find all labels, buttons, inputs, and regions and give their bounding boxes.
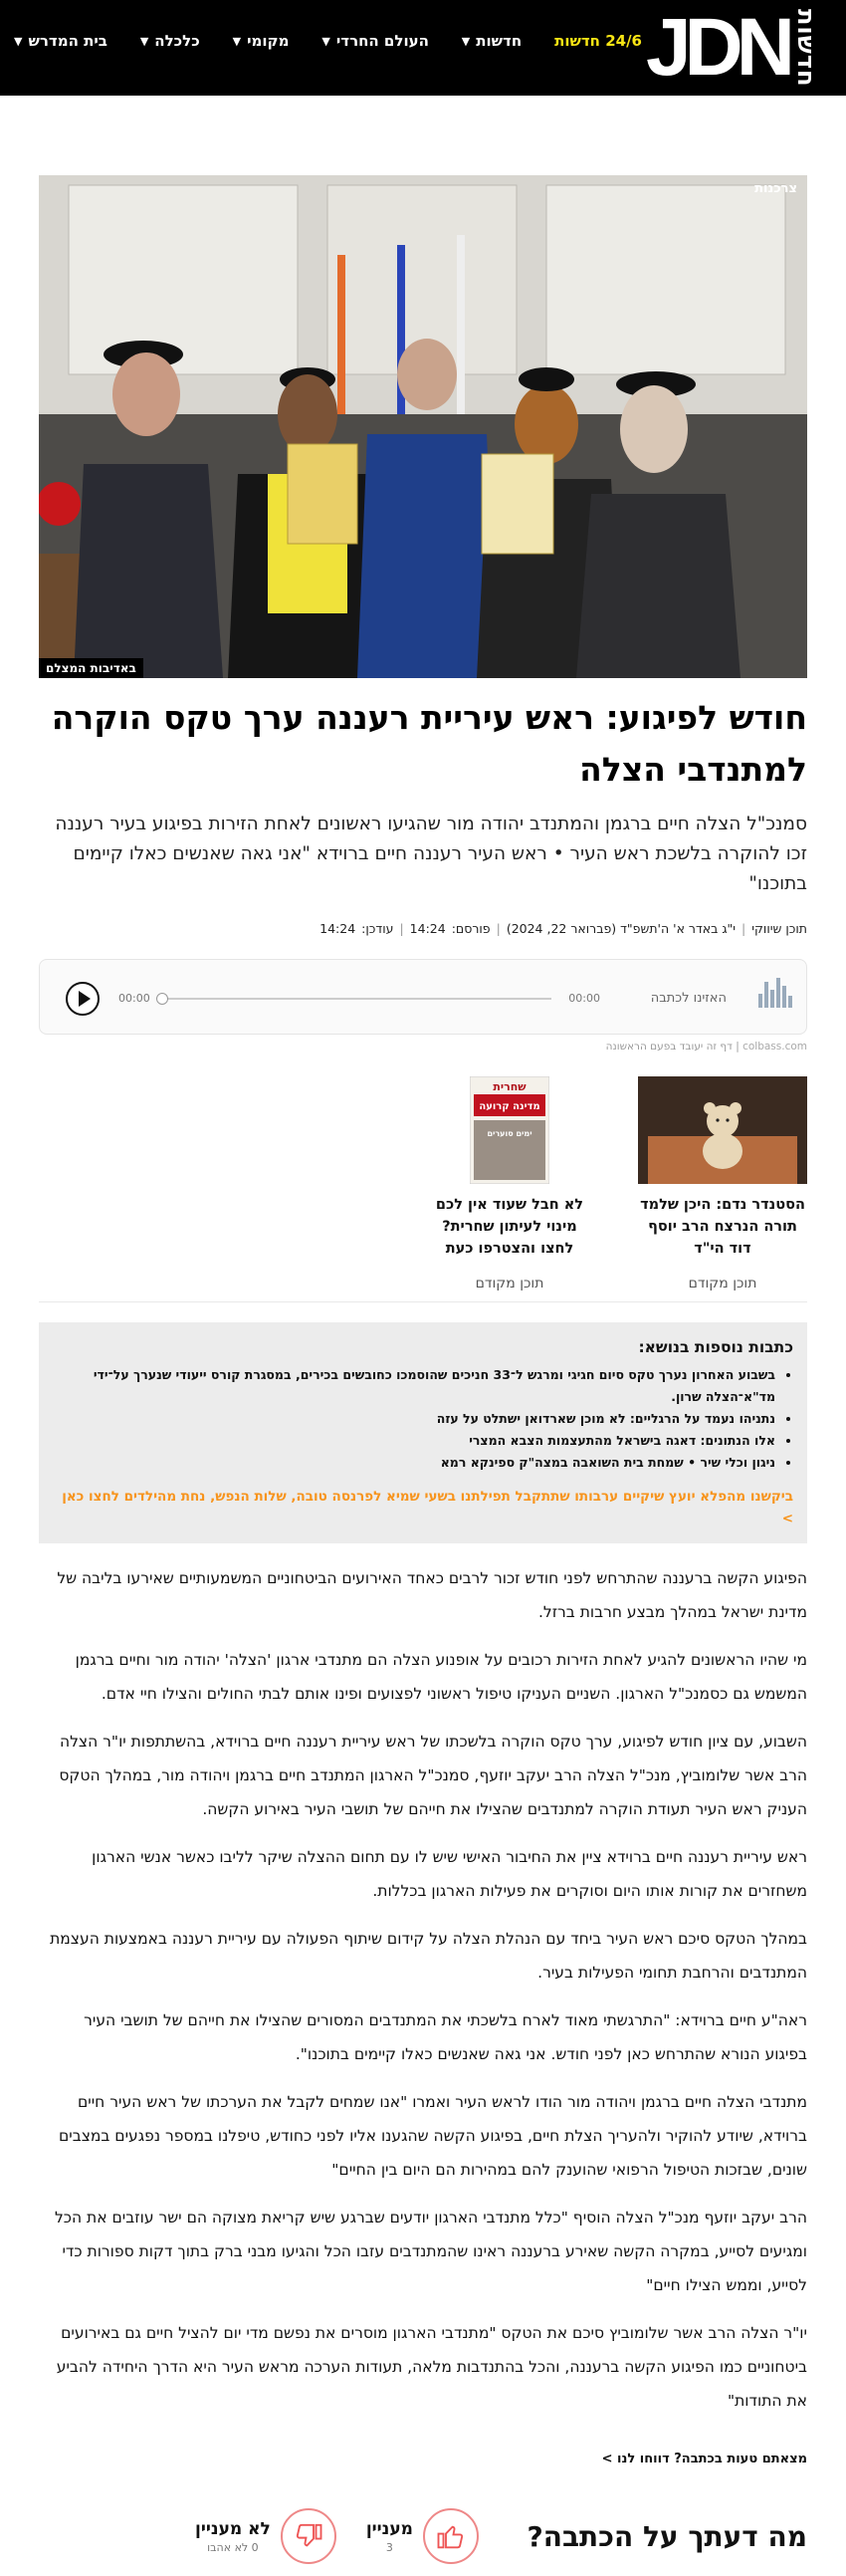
nav-item-label: 24/6 חדשות — [554, 32, 642, 50]
photo-credit: באדיבות המצלם — [39, 658, 143, 678]
player-footer: colbass.com | דף זה יעובד בפעם הראשונה — [605, 1041, 807, 1053]
dislike-button[interactable] — [281, 2508, 336, 2564]
promo-label: תוכן מקודם — [688, 1276, 757, 1291]
related-item[interactable]: • ניגון וכלי שיר • שמחת בית השואבה במצה"ק ספינקא רמא — [53, 1452, 775, 1474]
body-paragraph: ראה"ע חיים ברוידא: "התרגשתי מאוד לארח בלשכתי את המתנדבים המסורים שהצילו את חייהם של תושבי העיר בפיגוע הנורא שהתרחש כאן לפני חודש. אני גאה שאנשים כאלו קיימים בתוכנו". — [84, 2011, 807, 2063]
newspaper-subheadline: ימים סוערים — [487, 1129, 532, 1138]
body-paragraph: מתנדבי הצלה חיים ברגמן ויהודה מור הודו לראש העיר ואמרו "אנו שמחים לקבל את הערכתו של ראש העיר חיים ברוידא, שיודע להוקיר ולהעריך הצלת חיים, בפיגוע הקשה שהגענו אליו לפני כחודש, טיפלנו במספר נפגעים במצבים שונים, שבזכות הטיפול הרפואי שהוענק להם במהירות הם היום בין החיים" — [58, 2093, 807, 2179]
newspaper-headline: מדינה קרועה — [479, 1101, 540, 1112]
nav-item-news-24-6[interactable] — [554, 32, 642, 50]
body-paragraph: הרב יעקב יוזעף מנכ"ל הצלה הוסיף "כלל מתנדבי הארגון יודעים שברגע שיש קריאת מצוקה הם ישר עוזבים את הכל ומגיעים לסייע, במקרה הקשה שאירע ברעננה ראינו שהמתנדבים עזבו הכל והגיעו מבני ברק בתוך דקות ספורות כדי לסייע, וממש הצילו חיים" — [54, 2209, 807, 2294]
nav-item-haredi-world[interactable] — [321, 32, 429, 50]
play-button[interactable] — [66, 982, 100, 1016]
nav-item-beit-midrash[interactable] — [14, 32, 107, 50]
author-name[interactable]: תוכן שיווקי — [751, 920, 807, 936]
related-articles — [39, 1322, 807, 1543]
related-list — [53, 1364, 793, 1474]
player-footer-note: דף זה יעובד בפעם הראשונה — [605, 1041, 733, 1053]
updated-label: עודכן: — [361, 920, 394, 936]
nav-item-label: חדשות — [476, 32, 523, 50]
nav-item-label: העולם החרדי — [335, 32, 429, 50]
site-logo[interactable] — [645, 2, 820, 93]
promo-title[interactable]: הסטנדר נדם: היכן שלמד תורה הנרצח הרב יוסף דוד הי"ד — [640, 1197, 805, 1257]
player-brand[interactable]: colbass.com — [742, 1041, 807, 1053]
player-progress-track[interactable] — [161, 998, 551, 1000]
body-paragraph: השבוע, עם ציון חודש לפיגוע, ערך טקס הוקרה בלשכתו של ראש עיריית רעננה חיים ברוידא, בהשתתפות יו"ר הצלה הרב אשר שלומוביץ, מנכ"ל הצלה הרב יעקב יוזעף, סמנכ"ל הארגון המתנדב חיים ברגמן ויהודה מור, במהלך הטקס העניק ראש העיר תעודת הוקרה למתנדבים שהצילו את חייהם של תושבי העיר באירוע הקשה. — [59, 1733, 807, 1818]
teddy-bear-image — [638, 1076, 807, 1184]
published-label: פורסם: — [451, 920, 491, 936]
chevron-down-icon: ▼ — [139, 34, 149, 48]
player-time-total: 00:00 — [568, 992, 600, 1005]
hero-image[interactable] — [39, 175, 807, 678]
meta-divider: | — [496, 920, 501, 936]
player-progress-handle[interactable] — [156, 993, 168, 1005]
body-paragraph: מי שהיו הראשונים להגיע לאחת הזירות רכובים על אופנוע הצלה הם מתנדבי ארגון 'הצלה' יהודה מור וחיים ברגמן המשמש גם כסמנכ"ל הארגון. השניים העניקו טיפול ראשוני לפצועים ופינו אותם לבתי החולים והצילו חיי אדם. — [75, 1651, 807, 1703]
chevron-down-icon: ▼ — [232, 34, 242, 48]
hebrew-date: י"ג באדר א' ה'תשפ"ד (פברואר 22, 2024) — [506, 920, 737, 936]
promo-title[interactable]: לא חבל שעוד אין לכם מינוי לעיתון שחרית? לחצו והצטרפו כעת — [435, 1197, 584, 1257]
body-paragraph: ראש עיריית רעננה חיים ברוידא ציין את החיבור האישי שיש לו עם תחום ההצלה שיקר לליבו כאשר אנשי הארגון משחזרים את קורות אותו היום וסוקרים את פעילות הארגון בכללות. — [92, 1848, 807, 1900]
promo-image[interactable] — [470, 1076, 549, 1184]
thumbs-up-icon — [436, 2521, 466, 2551]
chevron-down-icon: ▼ — [14, 34, 23, 48]
article-rating — [39, 2496, 807, 2576]
logo-subtitle: חדשות — [792, 8, 820, 88]
dislike-label: לא מעניין — [195, 2518, 271, 2539]
related-item[interactable]: • אלו הנתונים: דאגה בישראל מהתעצמות הצבא המצרי — [53, 1430, 775, 1452]
soundwave-icon — [758, 978, 792, 1008]
main-nav — [14, 32, 642, 50]
promo-image[interactable] — [638, 1076, 807, 1184]
body-paragraph: הפיגוע הקשה ברעננה שהתרחש לפני חודש זכור לרבים כאחד האירועים הביטחוניים המשמעותיים שאירעו בליבה של מדינת ישראל במהלך מבצע חרבות ברזל. — [57, 1569, 807, 1621]
dislike-vote[interactable] — [195, 2508, 336, 2564]
newspaper-masthead: שחרית — [493, 1080, 527, 1093]
nav-item-economy[interactable] — [140, 32, 200, 50]
related-heading: כתבות נוספות בנושא: — [638, 1338, 793, 1356]
like-button[interactable] — [423, 2508, 479, 2564]
thumbs-down-icon — [294, 2521, 323, 2551]
related-item[interactable]: • בשבוע האחרון נערך טקס סיום חגיגי ומרגש ל־33 חניכים שהוסמכו כחובשים בכירים, במסגרת קורס ייעודי שנערך על־ידי מד"א־הצלה שרון. — [53, 1364, 775, 1408]
chevron-down-icon: ▼ — [321, 34, 330, 48]
article-title: חודש לפיגוע: ראש עיריית רעננה ערך טקס הוקרה למתנדבי הצלה — [51, 698, 807, 789]
nav-item-label: בית המדרש — [28, 32, 107, 50]
promo-card[interactable] — [425, 1076, 594, 1291]
nav-item-label: מקומי — [247, 32, 290, 50]
dislike-count: 0 לא אהבו — [207, 2540, 259, 2554]
logo-wordmark: JDN — [645, 2, 788, 93]
category-tag[interactable]: צרכנות — [754, 181, 797, 196]
published-time: 14:24 — [409, 920, 446, 936]
article-lead: סמנכ"ל הצלה חיים ברגמן והמתנדב יהודה מור שהגיעו ראשונים לאחת הזירות בפיגוע בעיר רעננה זכו להוקרה בלשכת ראש העיר • ראש העיר רעננה חיים ברוידא "אני גאה שאנשים כאלו קיימים בתוכנו" — [55, 814, 807, 894]
like-vote[interactable] — [366, 2508, 479, 2564]
player-label: האזינו לכתבה — [650, 991, 727, 1006]
audio-player — [39, 959, 807, 1035]
nav-item-local[interactable] — [233, 32, 290, 50]
like-label: מעניין — [365, 2518, 413, 2539]
article-body — [39, 1561, 807, 2418]
like-count: 3 — [385, 2540, 393, 2554]
updated-time: 14:24 — [319, 920, 356, 936]
article-meta — [39, 917, 807, 939]
report-error-link[interactable]: מצאתם טעות בכתבה? דווחו לנו > — [601, 2452, 807, 2466]
rating-heading: מה דעתך על הכתבה? — [527, 2519, 807, 2553]
promoted-content — [39, 1076, 807, 1302]
promo-card[interactable] — [638, 1076, 807, 1291]
play-icon — [79, 991, 91, 1007]
article — [39, 96, 807, 2576]
player-time-current: 00:00 — [118, 992, 150, 1005]
site-header — [0, 0, 846, 96]
nav-item-label: כלכלה — [154, 32, 200, 50]
sponsored-link[interactable]: ביקשנו מהפלא יועץ שיקיים ערבותו שתתקבל תפילתנו בשעי שמיא לפרנסה טובה, שלות הנפש, נחת מהילדים לחצו כאן > — [62, 1489, 793, 1526]
nav-item-news[interactable] — [462, 32, 522, 50]
promo-label: תוכן מקודם — [475, 1276, 544, 1291]
body-paragraph: במהלך הטקס סיכם ראש העיר ביחד עם הנהלת הצלה על קידום שיתוף הפעולה עם עיריית רעננה באמצעות העצמת המתנדבים והרחבת תחומי הפעילות בעיר. — [50, 1930, 807, 1982]
meta-divider: | — [741, 920, 746, 936]
body-paragraph: יו"ר הצלה הרב אשר שלומוביץ סיכם את הטקס "מתנדבי הארגון מוסרים את נפשם מדי יום להציל חיים גם באירועים ביטחוניים כמו הפיגוע הקשה ברעננה, והכל בהתנדבות מלאה, תעודות הערכה מראש העיר היא הדרך היחידה להביע את התודות" — [56, 2324, 807, 2410]
newspaper-cover-image — [470, 1076, 549, 1184]
related-item[interactable]: • נתניהו נעמד על הרגליים: לא מוכן שארדואן ישתלט על עזה — [53, 1408, 775, 1430]
hero-photo-illustration — [39, 175, 807, 678]
meta-divider: | — [399, 920, 404, 936]
chevron-down-icon: ▼ — [461, 34, 471, 48]
